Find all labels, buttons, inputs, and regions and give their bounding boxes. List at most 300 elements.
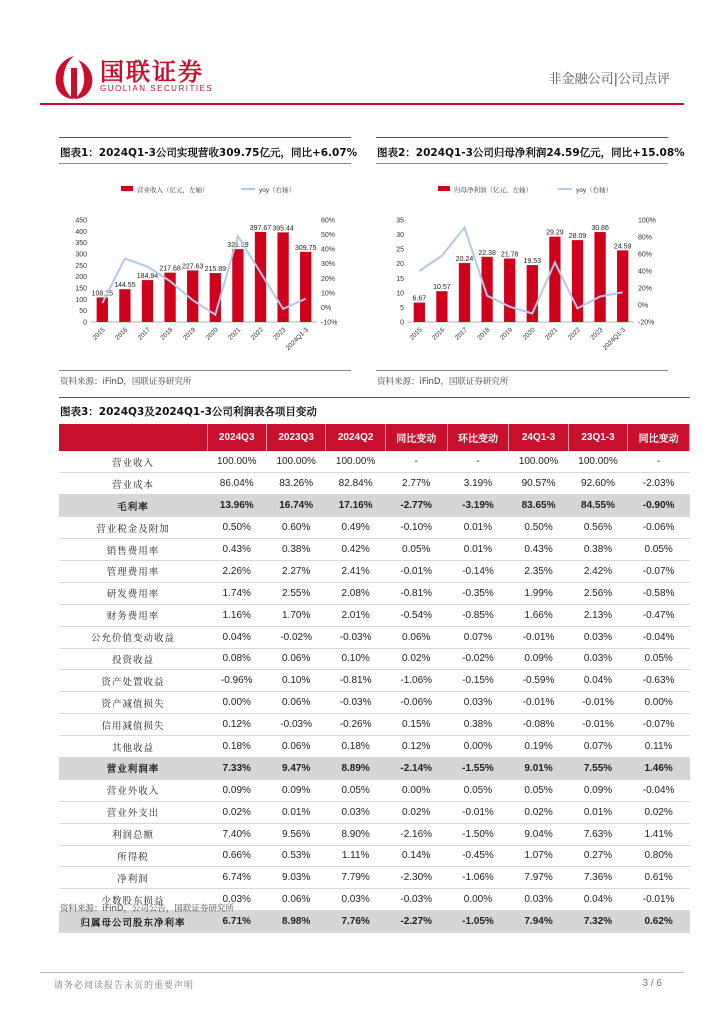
- table-cell: -0.63%: [628, 670, 690, 692]
- table-cell: 0.38%: [266, 539, 325, 561]
- table-cell: 8.98%: [266, 911, 325, 933]
- table-cell: 0.05%: [509, 779, 568, 801]
- bar: [119, 289, 130, 322]
- table-cell: -0.01%: [568, 692, 627, 714]
- table-cell: -1.05%: [447, 911, 509, 933]
- table-cell: -0.03%: [266, 714, 325, 736]
- table-cell: 0.03%: [207, 889, 266, 911]
- data-label: 10.57: [433, 284, 451, 292]
- table-cell: -1.55%: [447, 757, 509, 779]
- table-cell: 1.74%: [207, 582, 266, 604]
- data-label: 397.67: [249, 224, 272, 232]
- table-cell: -1.06%: [447, 867, 509, 889]
- table-cell: 1.41%: [628, 823, 690, 845]
- row-label: 投资收益: [59, 648, 207, 670]
- table-cell: -0.81%: [326, 670, 385, 692]
- table-cell: 0.03%: [568, 648, 627, 670]
- table-cell: 0.00%: [447, 889, 509, 911]
- column-header: 2023Q3: [266, 424, 325, 451]
- row-label: 资产减值损失: [59, 692, 207, 714]
- y-left-tick-label: 150: [75, 285, 87, 293]
- table-cell: 0.07%: [568, 736, 627, 758]
- table-cell: -2.27%: [385, 911, 447, 933]
- table-cell: 2.35%: [509, 560, 568, 582]
- table-cell: 100.00%: [207, 451, 266, 473]
- fig3-title: 图表3：2024Q3及2024Q1-3公司利润表各项目变动: [60, 406, 317, 418]
- company-logo: [52, 52, 232, 102]
- table-cell: -0.15%: [447, 670, 509, 692]
- table-cell: 0.18%: [326, 736, 385, 758]
- column-header: 2024Q3: [207, 424, 266, 451]
- table-cell: 0.03%: [326, 889, 385, 911]
- table-cell: -0.59%: [509, 670, 568, 692]
- table-cell: 8.90%: [326, 823, 385, 845]
- table-cell: 0.06%: [266, 648, 325, 670]
- row-label: 营业收入: [59, 451, 207, 473]
- fig2-title: 图表2：2024Q1-3公司归母净利润24.59亿元，同比+15.08%: [377, 147, 685, 159]
- table-cell: -0.08%: [509, 714, 568, 736]
- table-row: [59, 517, 690, 539]
- data-label: 395.44: [272, 225, 294, 233]
- table-cell: -0.03%: [326, 626, 385, 648]
- row-label: 毛利率: [59, 495, 207, 517]
- table-cell: 2.56%: [568, 582, 627, 604]
- table-cell: 9.04%: [509, 823, 568, 845]
- bar: [549, 237, 560, 322]
- bar: [255, 232, 266, 322]
- x-tick-label: 2024Q1-3: [601, 326, 628, 352]
- table-cell: 0.61%: [628, 867, 690, 889]
- fig1-title: 图表1：2024Q1-3公司实现营收309.75亿元，同比+6.07%: [60, 147, 358, 159]
- table-cell: 90.57%: [509, 473, 568, 495]
- table-cell: 0.43%: [207, 539, 266, 561]
- x-tick-label: 2017: [453, 326, 469, 342]
- table-row: [59, 845, 690, 867]
- y-right-tick-label: -10%: [321, 319, 338, 327]
- table-cell: 1.70%: [266, 604, 325, 626]
- table-row: [59, 604, 690, 626]
- table-cell: 0.02%: [628, 801, 690, 823]
- table-row: [59, 648, 690, 670]
- y-left-tick-label: 25: [396, 246, 404, 254]
- table-cell: 0.10%: [326, 648, 385, 670]
- x-tick-label: 2017: [136, 326, 152, 342]
- table-cell: 7.55%: [568, 757, 627, 779]
- table-cell: -2.14%: [385, 757, 447, 779]
- row-label: 资产处置收益: [59, 670, 207, 692]
- table-cell: 0.50%: [207, 517, 266, 539]
- table-cell: 7.76%: [326, 911, 385, 933]
- y-left-tick-label: 250: [75, 262, 87, 270]
- data-label: 6.67: [412, 295, 427, 303]
- table-cell: 0.01%: [447, 539, 509, 561]
- row-label: 所得税: [59, 845, 207, 867]
- table-cell: -0.06%: [385, 692, 447, 714]
- table-cell: 92.60%: [568, 473, 627, 495]
- table-row: [59, 779, 690, 801]
- page-header: [0, 0, 724, 110]
- bar: [481, 257, 492, 322]
- data-label: 215.89: [204, 266, 227, 274]
- table-cell: 0.19%: [509, 736, 568, 758]
- table-row: [59, 867, 690, 889]
- table-header-row: [59, 424, 690, 451]
- table-cell: 0.04%: [568, 670, 627, 692]
- table-cell: -2.03%: [628, 473, 690, 495]
- table-cell: 0.50%: [509, 517, 568, 539]
- row-label: 其他收益: [59, 736, 207, 758]
- logo-mark-icon: [52, 54, 96, 100]
- legend-bar-swatch: [121, 186, 133, 191]
- table-cell: 86.04%: [207, 473, 266, 495]
- table-cell: -0.07%: [628, 560, 690, 582]
- table-cell: -3.19%: [447, 495, 509, 517]
- table-cell: -0.04%: [628, 779, 690, 801]
- table-cell: 0.53%: [266, 845, 325, 867]
- table-cell: 100.00%: [509, 451, 568, 473]
- y-left-tick-label: 350: [75, 240, 87, 248]
- table-cell: 2.08%: [326, 582, 385, 604]
- table-cell: 0.38%: [568, 539, 627, 561]
- table-cell: -0.81%: [385, 582, 447, 604]
- y-left-tick-label: 200: [75, 274, 87, 282]
- table-cell: 0.01%: [447, 517, 509, 539]
- table-cell: 7.32%: [568, 911, 627, 933]
- table-cell: 8.89%: [326, 757, 385, 779]
- row-label: 营业税金及附加: [59, 517, 207, 539]
- table-cell: 0.06%: [385, 626, 447, 648]
- table-cell: 0.10%: [266, 670, 325, 692]
- table-cell: 0.04%: [207, 626, 266, 648]
- data-label: 21.78: [500, 251, 519, 259]
- row-label: 营业成本: [59, 473, 207, 495]
- table-cell: 0.02%: [509, 801, 568, 823]
- table-cell: 0.60%: [266, 517, 325, 539]
- table-cell: 0.05%: [326, 779, 385, 801]
- table-cell: 0.03%: [509, 889, 568, 911]
- table-cell: -0.06%: [628, 517, 690, 539]
- row-label: 管理费用率: [59, 560, 207, 582]
- data-label: 29.29: [546, 229, 564, 237]
- revenue-chart: [59, 178, 354, 363]
- table-cell: 1.07%: [509, 845, 568, 867]
- x-tick-label: 2015: [91, 326, 107, 342]
- table-cell: 0.00%: [207, 692, 266, 714]
- y-left-tick-label: 30: [396, 232, 404, 240]
- table-cell: 7.97%: [509, 867, 568, 889]
- table-cell: -0.85%: [447, 604, 509, 626]
- y-right-tick-label: 60%: [321, 217, 336, 225]
- row-label: 利润总额: [59, 823, 207, 845]
- row-label: 营业外支出: [59, 801, 207, 823]
- fig2-top-rule: [376, 137, 668, 138]
- table-cell: -0.02%: [266, 626, 325, 648]
- table-cell: 13.96%: [207, 495, 266, 517]
- table-cell: 7.79%: [326, 867, 385, 889]
- table-cell: 1.99%: [509, 582, 568, 604]
- data-label: 217.68: [159, 265, 181, 273]
- table-cell: 83.26%: [266, 473, 325, 495]
- y-right-tick-label: 50%: [321, 232, 336, 240]
- column-header: 24Q1-3: [509, 424, 568, 451]
- table-cell: 0.66%: [207, 845, 266, 867]
- table-cell: 0.00%: [385, 779, 447, 801]
- table-cell: -0.26%: [326, 714, 385, 736]
- x-tick-label: 2016: [114, 326, 130, 342]
- table-cell: 1.16%: [207, 604, 266, 626]
- table-cell: 0.03%: [568, 626, 627, 648]
- y-left-tick-label: 400: [75, 228, 87, 236]
- bar: [594, 232, 605, 322]
- x-tick-label: 2022: [566, 326, 582, 342]
- table-cell: 0.03%: [326, 801, 385, 823]
- table-cell: 0.05%: [447, 779, 509, 801]
- x-tick-label: 2020: [204, 326, 220, 342]
- table-cell: 9.47%: [266, 757, 325, 779]
- table-cell: 2.55%: [266, 582, 325, 604]
- bar: [459, 263, 470, 322]
- y-right-tick-label: -20%: [638, 319, 655, 327]
- table-cell: 0.11%: [628, 736, 690, 758]
- table-cell: 1.46%: [628, 757, 690, 779]
- table-cell: 7.63%: [568, 823, 627, 845]
- table-row: [59, 582, 690, 604]
- x-tick-label: 2016: [431, 326, 447, 342]
- data-label: 321.59: [227, 242, 249, 250]
- y-right-tick-label: 20%: [638, 285, 653, 293]
- row-label: 公允价值变动收益: [59, 626, 207, 648]
- bar: [142, 280, 153, 322]
- data-label: 20.24: [455, 256, 474, 264]
- y-right-tick-label: 0%: [321, 304, 332, 312]
- table-cell: 0.43%: [509, 539, 568, 561]
- y-left-tick-label: 0: [400, 319, 404, 327]
- table-cell: -: [628, 451, 690, 473]
- table-cell: 0.06%: [266, 736, 325, 758]
- table-cell: 3.19%: [447, 473, 509, 495]
- table-cell: -0.45%: [447, 845, 509, 867]
- data-label: 22.38: [478, 249, 496, 257]
- table-cell: -0.01%: [385, 560, 447, 582]
- table-cell: -0.58%: [628, 582, 690, 604]
- x-tick-label: 2022: [249, 326, 265, 342]
- table-cell: 84.55%: [568, 495, 627, 517]
- table-cell: 16.74%: [266, 495, 325, 517]
- footer-disclaimer: 请务必阅读报告末页的重要声明: [54, 981, 195, 991]
- table-cell: 0.06%: [266, 692, 325, 714]
- data-label: 30.86: [591, 225, 609, 233]
- table-cell: -2.30%: [385, 867, 447, 889]
- table-row: [59, 560, 690, 582]
- row-label: 研发费用率: [59, 582, 207, 604]
- table-cell: -0.03%: [326, 692, 385, 714]
- table-cell: 0.05%: [628, 648, 690, 670]
- fig2-title-rule: [376, 163, 668, 164]
- data-label: 227.63: [181, 263, 204, 271]
- table-cell: -1.50%: [447, 823, 509, 845]
- table-cell: 1.11%: [326, 845, 385, 867]
- table-cell: 2.41%: [326, 560, 385, 582]
- bar: [572, 240, 583, 322]
- y-left-tick-label: 0: [83, 319, 87, 327]
- data-label: 19.53: [523, 258, 542, 266]
- table-cell: 0.07%: [447, 626, 509, 648]
- table-cell: 0.09%: [568, 779, 627, 801]
- table-row: [59, 495, 690, 517]
- table-cell: -0.01%: [568, 714, 627, 736]
- table-cell: -0.10%: [385, 517, 447, 539]
- yoy-line: [419, 228, 622, 314]
- fig2-bottom-rule: [376, 370, 668, 371]
- table-cell: -0.54%: [385, 604, 447, 626]
- column-header: 2024Q2: [326, 424, 385, 451]
- fig3-source: 资料来源：iFinD，公司公告，国联证券研究所: [60, 904, 234, 914]
- table-cell: 9.03%: [266, 867, 325, 889]
- logo-chinese: 国联证券: [100, 58, 204, 86]
- table-cell: -0.01%: [509, 692, 568, 714]
- fig3-top-rule: [59, 397, 690, 398]
- table-cell: 100.00%: [326, 451, 385, 473]
- y-right-tick-label: 80%: [638, 234, 653, 242]
- x-tick-label: 2019: [498, 326, 515, 342]
- table-row: [59, 451, 690, 473]
- table-cell: 2.77%: [385, 473, 447, 495]
- row-label: 归属母公司股东净利率: [59, 911, 207, 933]
- page-number: 3 / 6: [642, 978, 662, 989]
- x-tick-label: 2021: [227, 326, 243, 342]
- table-cell: 6.71%: [207, 911, 266, 933]
- table-cell: 7.36%: [568, 867, 627, 889]
- table-cell: -2.16%: [385, 823, 447, 845]
- income-statement-table: [59, 424, 690, 933]
- y-right-tick-label: 0%: [638, 302, 649, 310]
- y-left-tick-label: 10: [396, 290, 404, 298]
- x-tick-label: 2018: [159, 326, 175, 342]
- legend-line-label: yoy（右轴）: [576, 187, 613, 194]
- y-right-tick-label: 40%: [321, 246, 336, 254]
- x-tick-label: 2021: [544, 326, 560, 342]
- table-row: [59, 670, 690, 692]
- data-label: 108.25: [91, 290, 114, 298]
- y-left-tick-label: 300: [75, 251, 87, 259]
- bar: [436, 291, 447, 322]
- table-cell: -2.77%: [385, 495, 447, 517]
- y-right-tick-label: 10%: [321, 290, 336, 298]
- row-label: 净利润: [59, 867, 207, 889]
- table-cell: 0.00%: [447, 736, 509, 758]
- table-cell: 0.12%: [385, 736, 447, 758]
- net-profit-chart: [376, 178, 671, 363]
- table-cell: 0.04%: [568, 889, 627, 911]
- table-cell: -0.01%: [509, 626, 568, 648]
- footer-divider: [40, 972, 684, 973]
- y-left-tick-label: 20: [396, 261, 404, 269]
- table-cell: 0.03%: [447, 692, 509, 714]
- table-cell: 0.15%: [385, 714, 447, 736]
- y-right-tick-label: 40%: [638, 268, 653, 276]
- table-cell: 0.80%: [628, 845, 690, 867]
- table-cell: 0.00%: [628, 692, 690, 714]
- table-cell: -0.35%: [447, 582, 509, 604]
- table-cell: 9.01%: [509, 757, 568, 779]
- column-header-label: [59, 424, 207, 451]
- table-cell: 0.49%: [326, 517, 385, 539]
- logo-english: GUOLIAN SECURITIES: [100, 84, 214, 93]
- fig1-bottom-rule: [59, 370, 351, 371]
- table-cell: 2.13%: [568, 604, 627, 626]
- y-right-tick-label: 100%: [638, 217, 656, 225]
- table-cell: 0.14%: [385, 845, 447, 867]
- table-cell: 83.65%: [509, 495, 568, 517]
- table-cell: -0.14%: [447, 560, 509, 582]
- x-tick-label: 2015: [408, 326, 424, 342]
- row-label: 少数股东损益: [59, 889, 207, 911]
- table-cell: 0.09%: [266, 779, 325, 801]
- y-left-tick-label: 50: [79, 308, 87, 316]
- y-left-tick-label: 5: [400, 304, 404, 312]
- table-cell: 0.27%: [568, 845, 627, 867]
- table-row: [59, 714, 690, 736]
- bar: [232, 249, 243, 322]
- legend-bar-swatch: [438, 186, 450, 191]
- table-row: [59, 736, 690, 758]
- table-cell: 7.33%: [207, 757, 266, 779]
- table-cell: -0.07%: [628, 714, 690, 736]
- data-label: 24.59: [613, 243, 632, 251]
- x-tick-label: 2023: [272, 326, 288, 342]
- table-row: [59, 801, 690, 823]
- y-left-tick-label: 15: [396, 275, 404, 283]
- table-row: [59, 473, 690, 495]
- y-left-tick-label: 100: [75, 296, 87, 304]
- table-cell: 0.62%: [628, 911, 690, 933]
- table-cell: 100.00%: [568, 451, 627, 473]
- legend-bar-label: 归母净利润（亿元，左轴）: [454, 187, 532, 194]
- table-cell: -0.47%: [628, 604, 690, 626]
- table-cell: -0.01%: [628, 889, 690, 911]
- fig1-title-rule: [59, 163, 351, 164]
- y-right-tick-label: 30%: [321, 261, 336, 269]
- table-cell: 0.09%: [509, 648, 568, 670]
- table-cell: -0.90%: [628, 495, 690, 517]
- yoy-line: [102, 236, 305, 315]
- table-cell: 2.42%: [568, 560, 627, 582]
- table-row: [59, 626, 690, 648]
- table-cell: 0.02%: [385, 648, 447, 670]
- y-left-tick-label: 35: [396, 217, 404, 225]
- table-cell: 0.38%: [447, 714, 509, 736]
- table-cell: 1.66%: [509, 604, 568, 626]
- table-cell: 0.18%: [207, 736, 266, 758]
- table-cell: 0.08%: [207, 648, 266, 670]
- row-label: 财务费用率: [59, 604, 207, 626]
- row-label: 营业利润率: [59, 757, 207, 779]
- table-cell: -0.01%: [447, 801, 509, 823]
- column-header: 23Q1-3: [568, 424, 627, 451]
- x-tick-label: 2020: [521, 326, 537, 342]
- table-cell: 7.40%: [207, 823, 266, 845]
- header-divider: [40, 103, 684, 105]
- table-cell: 0.01%: [266, 801, 325, 823]
- table-cell: 7.94%: [509, 911, 568, 933]
- y-left-tick-label: 450: [75, 217, 87, 225]
- table-cell: -: [385, 451, 447, 473]
- bar: [617, 250, 628, 322]
- table-cell: -0.02%: [447, 648, 509, 670]
- table-cell: 0.05%: [385, 539, 447, 561]
- column-header: 环比变动: [447, 424, 509, 451]
- row-label: 营业外收入: [59, 779, 207, 801]
